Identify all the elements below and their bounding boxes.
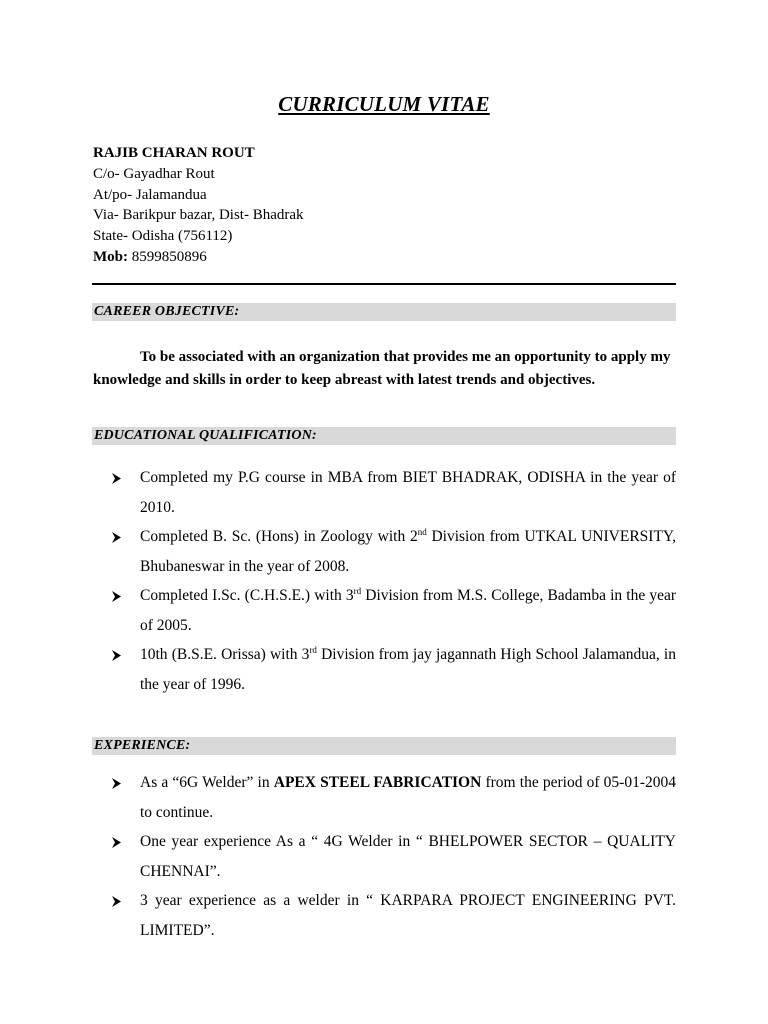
contact-line: At/po- Jalamandua: [93, 186, 207, 203]
contact-block: [93, 143, 304, 268]
mobile-number: 8599850896: [128, 248, 207, 265]
career-objective-heading: CAREER OBJECTIVE:: [92, 303, 676, 321]
education-heading: EDUCATIONAL QUALIFICATION:: [92, 427, 676, 445]
applicant-name: RAJIB CHARAN ROUT: [93, 145, 255, 161]
company-name: APEX STEEL FABRICATION: [273, 774, 482, 791]
document-title: CURRICULUM VITAE: [278, 92, 490, 116]
header-divider: [92, 283, 676, 285]
contact-line: State- Odisha (756112): [93, 228, 233, 245]
career-objective-text: To be associated with an organization that provides me an opportunity to apply my knowledge and skills in order to keep abreast with latest trends and objectives.: [93, 349, 671, 388]
list-item: Completed B. Sc. (Hons) in Zoology with 2nd Division from UTKAL UNIVERSITY, Bhubaneswar in the year of 2008.: [110, 522, 676, 581]
mobile-label: Mob:: [93, 248, 128, 265]
list-item: 3 year experience as a welder in “ KARPARA PROJECT ENGINEERING PVT. LIMITED”.: [110, 886, 676, 945]
list-item: 10th (B.S.E. Orissa) with 3rd Division from jay jagannath High School Jalamandua, in the year of 1996.: [110, 640, 676, 699]
education-list: [110, 463, 676, 699]
experience-list: [110, 768, 676, 945]
list-item: As a “6G Welder” in APEX STEEL FABRICATION from the period of 05-01-2004 to continue.: [110, 768, 676, 827]
list-item: Completed my P.G course in MBA from BIET BHADRAK, ODISHA in the year of 2010.: [110, 463, 676, 522]
contact-line: Via- Barikpur bazar, Dist- Bhadrak: [93, 207, 304, 224]
experience-heading: EXPERIENCE:: [92, 737, 676, 755]
list-item: One year experience As a “ 4G Welder in “ BHELPOWER SECTOR – QUALITY CHENNAI”.: [110, 827, 676, 886]
list-item: Completed I.Sc. (C.H.S.E.) with 3rd Division from M.S. College, Badamba in the year of 2005.: [110, 581, 676, 640]
mobile-line: [93, 247, 304, 268]
contact-line: C/o- Gayadhar Rout: [93, 165, 215, 182]
